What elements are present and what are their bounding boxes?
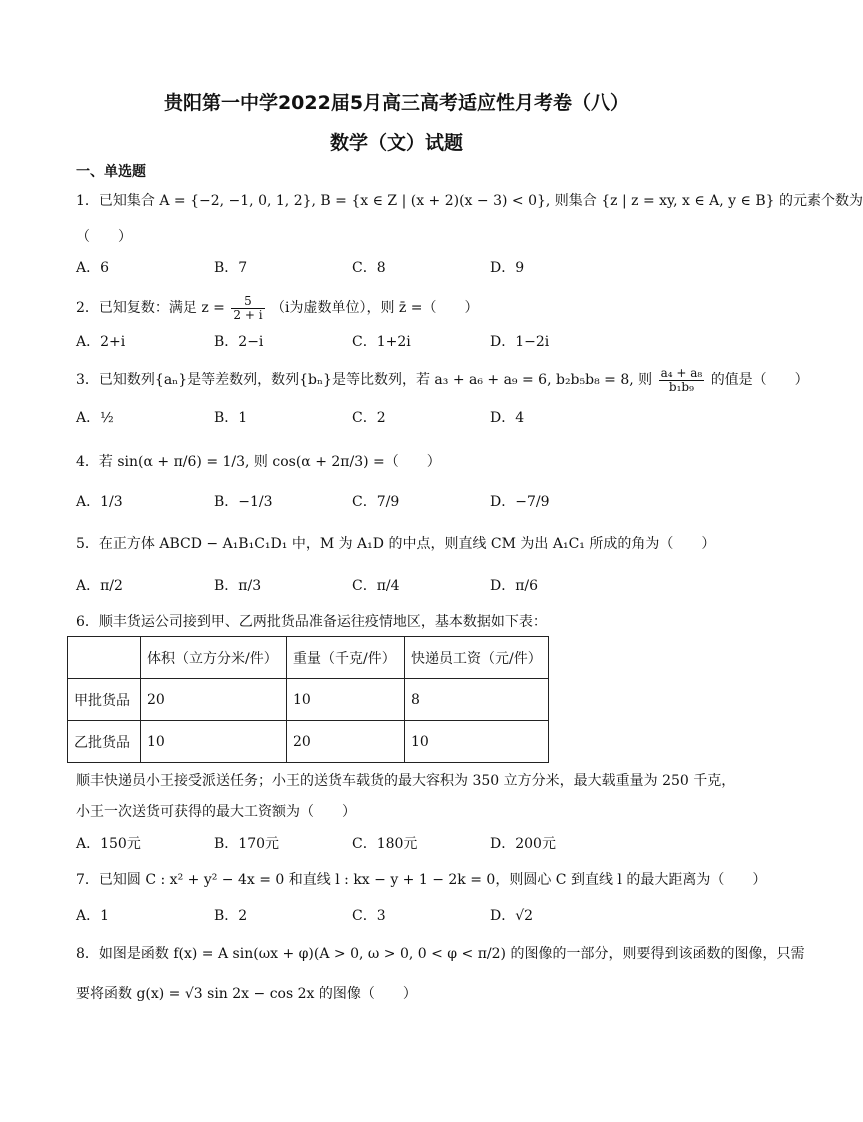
question-2-options: [76, 332, 636, 352]
option-b: B．2: [214, 908, 248, 924]
question-4-stem: 4．若 sin(α + π/6) = 1/3, 则 cos(α + 2π/3) =（ ）: [76, 454, 441, 470]
option-d: D．π/6: [490, 578, 539, 594]
table-header-cell: 快递员工资（元/件）: [405, 637, 549, 679]
question-8-stem-cont: 要将函数 g(x) = √3 sin 2x − cos 2x 的图像（ ）: [76, 986, 417, 1002]
question-6-text: 顺丰快递员小王接受派送任务；小王的送货车载货的最大容积为 350 立方分米，最大载重量为 250 千克，: [76, 773, 736, 789]
table-header-cell: 体积（立方分米/件）: [141, 637, 287, 679]
table-header-row: [68, 637, 549, 679]
question-1-options: [76, 258, 636, 278]
question-7-stem: 7．已知圆 C : x² + y² − 4x = 0 和直线 l : kx − y + 1 − 2k = 0，则圆心 C 到直线 l 的最大距离为（ ）: [76, 872, 767, 888]
question-3-fraction: [659, 367, 705, 394]
question-1-stem-cont: （ ）: [76, 229, 132, 245]
question-2-stem: [76, 292, 478, 324]
option-c: C．π/4: [352, 578, 400, 594]
question-3-suffix: 的值是（ ）: [710, 372, 809, 388]
question-2-fraction: [231, 295, 264, 322]
option-a: A．150元: [76, 836, 141, 852]
question-6-stem: 6．顺丰货运公司接到甲、乙两批货品准备运往疫情地区，基本数据如下表：: [76, 614, 547, 630]
table-cell: 甲批货品: [68, 679, 141, 721]
option-d: D．−7/9: [490, 494, 550, 510]
option-a: A．6: [76, 260, 110, 276]
question-6-question: 小王一次送货可获得的最大工资额为（ ）: [76, 804, 356, 820]
table-row: [68, 721, 549, 763]
exam-title: 贵阳第一中学2022届5月高三高考适应性月考卷（八）: [163, 92, 630, 114]
option-d: D．9: [490, 260, 525, 276]
option-a: A．1/3: [76, 494, 123, 510]
table-row: [68, 679, 549, 721]
option-c: C．2: [352, 410, 386, 426]
question-3-stem: [76, 364, 809, 396]
question-2-prefix: 2．已知复数：满足 z =: [76, 300, 225, 316]
fraction-numerator: a₄ + a₈: [660, 365, 703, 380]
option-b: B．π/3: [214, 578, 262, 594]
option-d: D．√2: [490, 908, 534, 924]
table-cell: 10: [405, 721, 549, 763]
fraction-numerator: 5: [231, 295, 264, 309]
table-cell: 10: [287, 679, 405, 721]
question-4-options: [76, 492, 636, 512]
table-cell: 乙批货品: [68, 721, 141, 763]
question-8-stem: 8．如图是函数 f(x) = A sin(ωx + φ)(A > 0, ω > 0, 0 < φ < π/2) 的图像的一部分，则要得到该函数的图像，只需: [76, 946, 805, 962]
goods-data-table: [67, 636, 549, 763]
question-2-suffix: （i为虚数单位），则 z̄ =（ ）: [270, 300, 479, 316]
option-c: C．8: [352, 260, 386, 276]
option-a: A．π/2: [76, 578, 123, 594]
option-b: B．1: [214, 410, 248, 426]
option-c: C．3: [352, 908, 386, 924]
table-cell: 20: [141, 679, 287, 721]
question-5-options: [76, 576, 636, 596]
option-b: B．2−i: [214, 334, 264, 350]
table-cell: 8: [405, 679, 549, 721]
option-d: D．4: [490, 410, 525, 426]
exam-subtitle: 数学（文）试题: [329, 132, 463, 154]
table-header-cell: [68, 637, 141, 679]
option-d: D．200元: [490, 836, 556, 852]
question-7-options: [76, 906, 636, 926]
fraction-denominator: b₁b₉: [668, 379, 694, 394]
section-heading: 一、单选题: [76, 164, 146, 180]
question-5-stem: 5．在正方体 ABCD − A₁B₁C₁D₁ 中，M 为 A₁D 的中点，则直线 CM 为出 A₁C₁ 所成的角为（ ）: [76, 536, 716, 552]
question-1-stem: 1．已知集合 A = {−2, −1, 0, 1, 2}, B = {x ∈ Z | (x + 2)(x − 3) < 0}, 则集合 {z | z = xy, x ∈ A, y ∈ B} 的元素个数为: [76, 193, 863, 209]
option-a: A．2+i: [76, 334, 126, 350]
question-3-prefix: 3．已知数列{aₙ}是等差数列，数列{bₙ}是等比数列，若 a₃ + a₆ + a₉ = 6, b₂b₅b₈ = 8, 则: [76, 372, 653, 388]
question-6-options: [76, 834, 636, 854]
option-c: C．7/9: [352, 494, 400, 510]
option-a: A．½: [76, 410, 114, 426]
question-3-options: [76, 408, 636, 428]
table-cell: 20: [287, 721, 405, 763]
table-cell: 10: [141, 721, 287, 763]
fraction-denominator: 2 + i: [233, 307, 263, 322]
option-a: A．1: [76, 908, 110, 924]
option-d: D．1−2i: [490, 334, 550, 350]
table-header-cell: 重量（千克/件）: [287, 637, 405, 679]
option-c: C．180元: [352, 836, 418, 852]
option-b: B．170元: [214, 836, 280, 852]
option-b: B．7: [214, 260, 248, 276]
option-c: C．1+2i: [352, 334, 411, 350]
option-b: B．−1/3: [214, 494, 273, 510]
